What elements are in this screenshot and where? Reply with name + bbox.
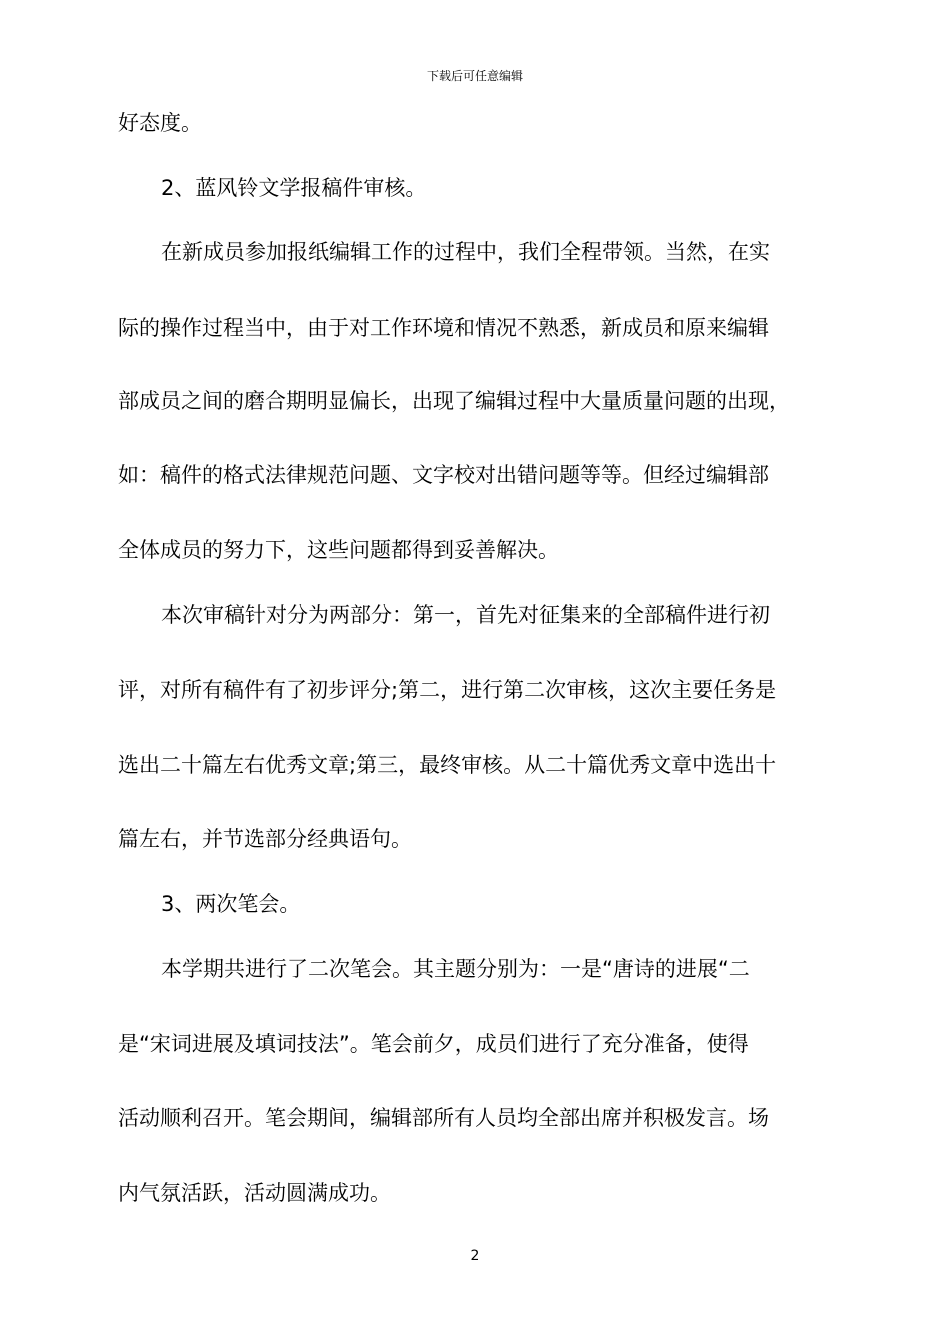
page-header: 下载后可任意编辑 — [426, 69, 523, 83]
paragraph-line: 好态度。 — [118, 111, 202, 135]
paragraph-line: 篇左右，并节选部分经典语句。 — [118, 827, 412, 851]
paragraph-line: 内气氛活跃，活动圆满成功。 — [118, 1181, 391, 1205]
paragraph-line: 际的操作过程当中，由于对工作环境和情况不熟悉，新成员和原来编辑 — [118, 316, 769, 340]
paragraph-line: 部成员之间的磨合期明显偏长，出现了编辑过程中大量质量问题的出现， — [118, 389, 790, 413]
paragraph-line: 本学期共进行了二次笔会。其主题分别为：一是“唐诗的进展“二 — [161, 957, 750, 981]
paragraph-line: 本次审稿针对分为两部分：第一，首先对征集来的全部稿件进行初 — [161, 603, 770, 627]
section-heading: 2、蓝风铃文学报稿件审核。 — [161, 176, 427, 200]
paragraph-line: 活动顺利召开。笔会期间，编辑部所有人员均全部出席并积极发言。场 — [118, 1106, 769, 1130]
paragraph-line: 评，对所有稿件有了初步评分;第二，进行第二次审核，这次主要任务是 — [118, 678, 777, 702]
paragraph-line: 全体成员的努力下，这些问题都得到妥善解决。 — [118, 538, 559, 562]
page-number: 2 — [470, 1248, 480, 1264]
paragraph-line: 选出二十篇左右优秀文章;第三，最终审核。从二十篇优秀文章中选出十 — [118, 753, 777, 777]
paragraph-line: 在新成员参加报纸编辑工作的过程中，我们全程带领。当然，在实 — [161, 240, 770, 264]
paragraph-line: 是“宋词进展及填词技法”。笔会前夕，成员们进行了充分准备，使得 — [118, 1032, 749, 1056]
paragraph-line: 如：稿件的格式法律规范问题、文字校对出错问题等等。但经过编辑部 — [118, 463, 769, 487]
section-heading: 3、两次笔会。 — [161, 892, 301, 916]
